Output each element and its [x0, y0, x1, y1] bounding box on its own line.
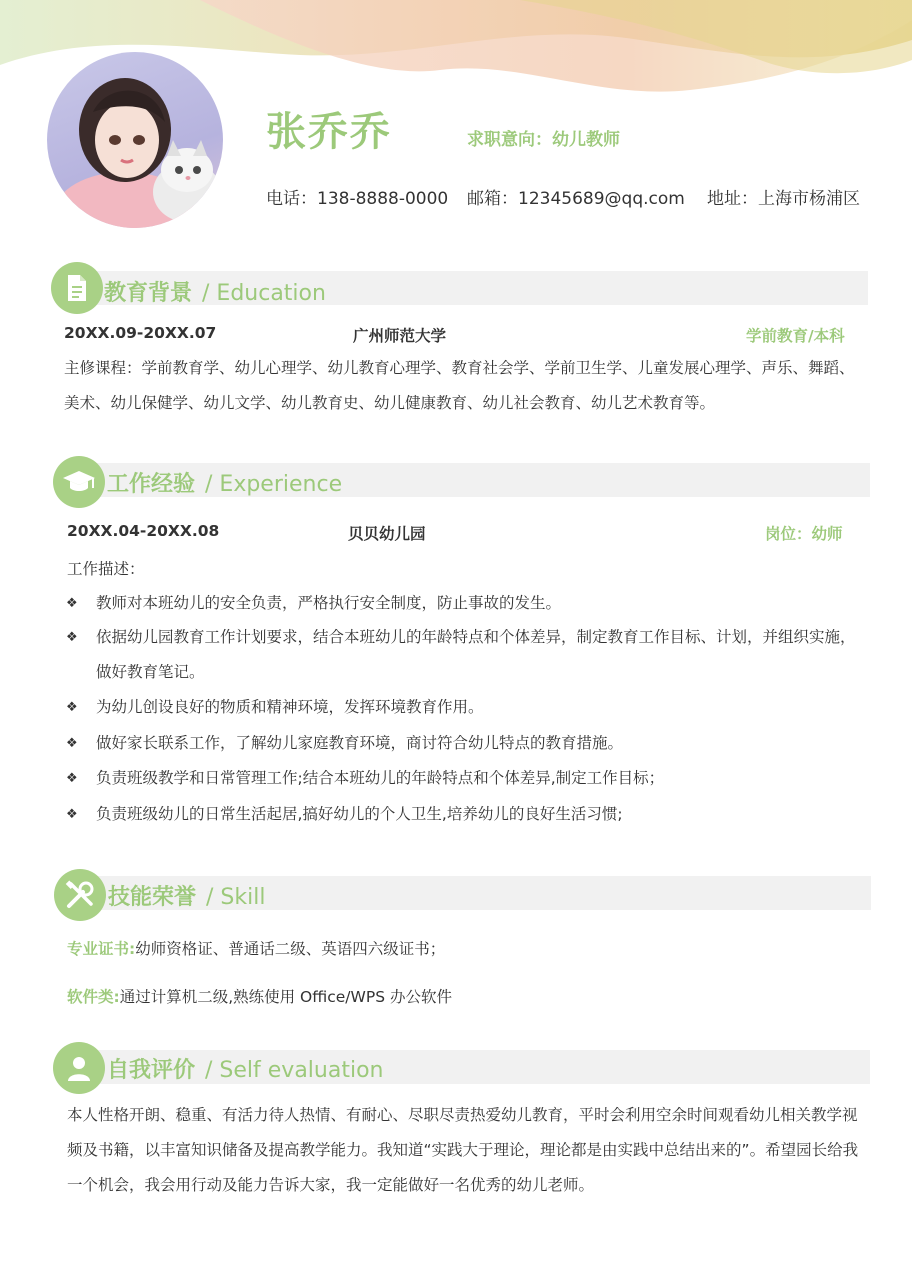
skill-software-row — [67, 985, 452, 1007]
document-icon — [51, 262, 103, 314]
skill-title — [108, 880, 265, 911]
experience-desc-label: 工作描述： — [67, 560, 145, 578]
experience-title-cn: 工作经验 — [107, 472, 196, 497]
bullet-mark: ❖ — [66, 630, 78, 645]
self-title-en: / Self evaluation — [205, 1058, 384, 1083]
education-major: 学前教育/本科 — [746, 327, 845, 345]
experience-title — [107, 467, 342, 498]
self-evaluation-text: 本人性格开朗、稳重、有活力待人热情、有耐心、尽职尽责热爱幼儿教育，平时会利用空余时间观看幼儿相关教学视频及书籍，以丰富知识储备及提高教学能力。我知道“实践大于理论，理论都是由实践中总结出来的”。希望园长给我一个机会，我会用行动及能力告诉大家，我一定能做好一名优秀的幼儿老师。 — [67, 1106, 859, 1194]
bullet-mark: ❖ — [66, 771, 78, 786]
user-icon — [53, 1042, 105, 1094]
education-period: 20XX.09-20XX.07 — [64, 324, 217, 342]
skill-software-value: 通过计算机二级,熟练使用 Office/WPS 办公软件 — [119, 988, 452, 1006]
experience-item-text: 负责班级幼儿的日常生活起居,搞好幼儿的个人卫生,培养幼儿的良好生活习惯; — [96, 805, 623, 823]
candidate-name: 张乔乔 — [266, 109, 392, 155]
education-title — [104, 276, 326, 307]
contact-address: 地址：上海市杨浦区 — [707, 189, 860, 209]
self-title-cn: 自我评价 — [107, 1058, 196, 1083]
list-item — [66, 797, 861, 832]
skill-software-label: 软件类: — [67, 988, 120, 1006]
list-item — [66, 690, 861, 725]
bullet-mark: ❖ — [66, 700, 78, 715]
list-item — [66, 586, 861, 621]
contact-email: 邮箱：12345689@qq.com — [467, 189, 685, 209]
experience-item-text: 为幼儿创设良好的物质和精神环境，发挥环境教育作用。 — [96, 698, 484, 716]
job-intent-label: 求职意向： — [467, 130, 552, 150]
bullet-mark: ❖ — [66, 807, 78, 822]
skill-cert-row — [67, 937, 445, 959]
list-item — [66, 620, 861, 690]
list-item — [66, 726, 861, 761]
education-courses: 主修课程：学前教育学、幼儿心理学、幼儿教育心理学、教育社会学、学前卫生学、儿童发展心理学、声乐、舞蹈、美术、幼儿保健学、幼儿文学、幼儿教育史、幼儿健康教育、幼儿社会教育、幼儿艺术教育等。 — [64, 359, 855, 412]
bullet-mark: ❖ — [66, 736, 78, 751]
list-item — [66, 761, 861, 796]
job-intent-value: 幼儿教师 — [552, 130, 620, 150]
experience-item-text: 依据幼儿园教育工作计划要求，结合本班幼儿的年龄特点和个体差异，制定教育工作目标、计划，并组织实施，做好教育笔记。 — [96, 628, 856, 681]
experience-item-text: 做好家长联系工作，了解幼儿家庭教育环境，商讨符合幼儿特点的教育措施。 — [96, 734, 624, 752]
graduation-cap-icon — [53, 456, 105, 508]
experience-period: 20XX.04-20XX.08 — [67, 522, 220, 540]
experience-item-text: 教师对本班幼儿的安全负责，严格执行安全制度，防止事故的发生。 — [96, 594, 562, 612]
self-title — [107, 1053, 384, 1084]
tools-icon — [54, 869, 106, 921]
experience-title-en: / Experience — [205, 472, 343, 497]
experience-item-text: 负责班级教学和日常管理工作;结合本班幼儿的年龄特点和个体差异,制定工作目标； — [96, 769, 665, 787]
bullet-mark: ❖ — [66, 596, 78, 611]
education-title-cn: 教育背景 — [104, 281, 193, 306]
contact-phone: 电话：138-8888-0000 — [266, 189, 449, 209]
skill-title-en: / Skill — [206, 885, 266, 910]
avatar-illustration — [47, 52, 223, 228]
skill-cert-label: 专业证书: — [67, 940, 136, 958]
education-school: 广州师范大学 — [353, 327, 447, 345]
avatar — [47, 52, 223, 228]
skill-cert-value: 幼师资格证、普通话二级、英语四六级证书； — [135, 940, 446, 958]
education-title-en: / Education — [202, 281, 326, 306]
job-intent — [467, 125, 620, 150]
skill-title-cn: 技能荣誉 — [108, 885, 197, 910]
experience-company: 贝贝幼儿园 — [348, 525, 426, 543]
experience-position: 岗位：幼师 — [765, 525, 843, 543]
